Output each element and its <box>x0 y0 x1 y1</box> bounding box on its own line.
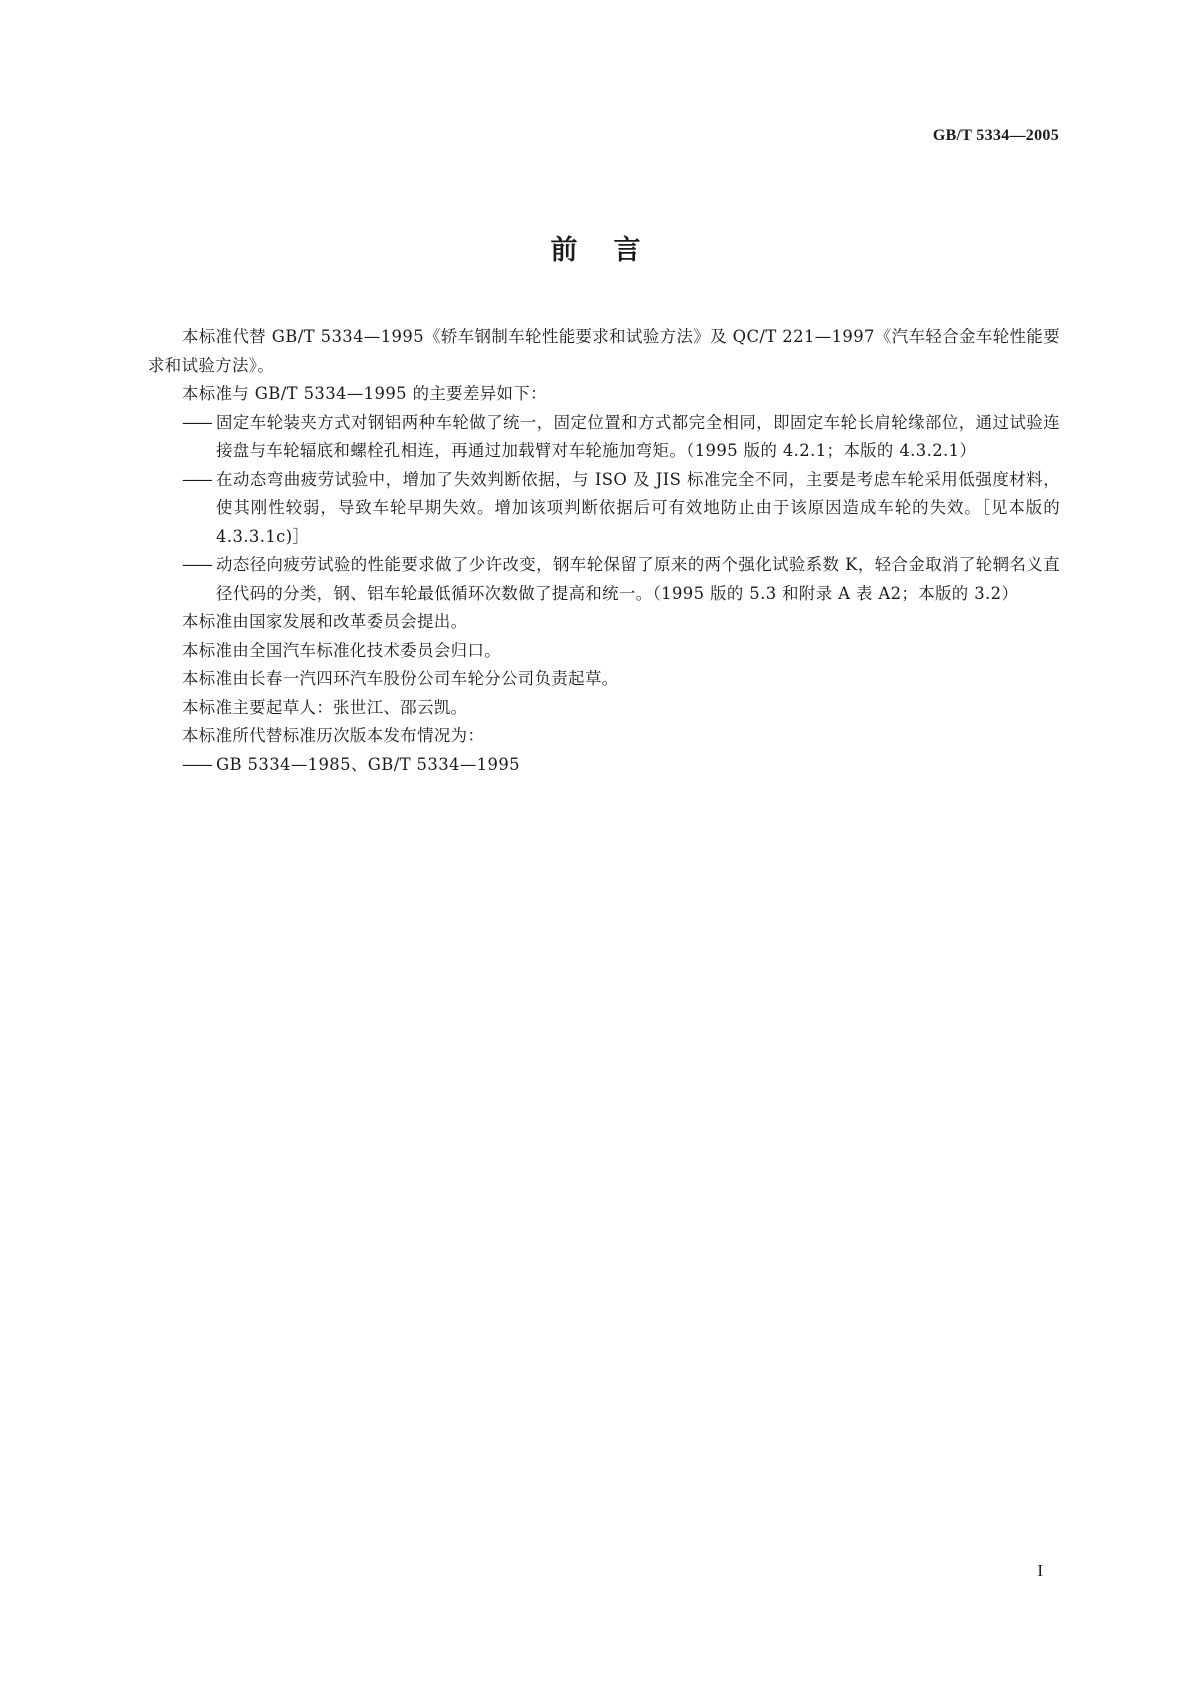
history-item <box>182 751 1060 780</box>
differences-intro: 本标准与 GB/T 5334—1995 的主要差异如下： <box>182 384 547 403</box>
foreword-body <box>148 323 1060 779</box>
difference-item <box>182 551 1060 608</box>
page-title: 前言 <box>550 235 677 266</box>
history-text: GB 5334—1985、GB/T 5334—1995 <box>216 754 520 774</box>
difference-text: 在动态弯曲疲劳试验中，增加了失效判断依据，与 ISO 及 JIS 标准完全不同，主要是考虑车轮采用低强度材料，使其刚性较弱，导致车轮早期失效。增加该项判断依据后可有效地防止由于该原因造成车轮的失效。［见本版的 4.3.3.1c)］ <box>216 469 1060 546</box>
list-dash: —— <box>182 412 211 432</box>
list-dash: —— <box>182 754 211 774</box>
history-intro: 本标准所代替标准历次版本发布情况为： <box>182 726 485 745</box>
drafted-by: 本标准由长春一汽四环汽车股份公司车轮分公司负责起草。 <box>182 669 619 688</box>
list-dash: —— <box>182 469 211 489</box>
centralized-by: 本标准由全国汽车标准化技术委员会归口。 <box>182 640 502 660</box>
proposed-by: 本标准由国家发展和改革委员会提出。 <box>182 612 468 631</box>
standard-number: GB/T 5334—2005 <box>932 127 1059 144</box>
replacement-statement: 本标准代替 GB/T 5334—1995《轿车钢制车轮性能要求和试验方法》及 QC/T 221—1997《汽车轻合金车轮性能要求和试验方法》。 <box>148 327 1060 375</box>
page-number: I <box>1037 1561 1043 1580</box>
list-dash: —— <box>182 555 211 574</box>
drafters: 本标准主要起草人：张世江、邵云凯。 <box>182 697 468 717</box>
difference-item <box>182 466 1060 552</box>
difference-item <box>182 409 1060 466</box>
difference-text: 固定车轮装夹方式对钢铝两种车轮做了统一，固定位置和方式都完全相同，即固定车轮长肩轮缘部位，通过试验连接盘与车轮辐底和螺栓孔相连，再通过加载臂对车轮施加弯矩。（1995 版的 4.2.1；本版的 4.3.2.1） <box>216 412 1060 460</box>
difference-text: 动态径向疲劳试验的性能要求做了少许改变，钢车轮保留了原来的两个强化试验系数 K，轻合金取消了轮辋名义直径代码的分类，钢、铝车轮最低循环次数做了提高和统一。（1995 版的 5.3 和附录 A 表 A2；本版的 3.2） <box>216 555 1060 603</box>
